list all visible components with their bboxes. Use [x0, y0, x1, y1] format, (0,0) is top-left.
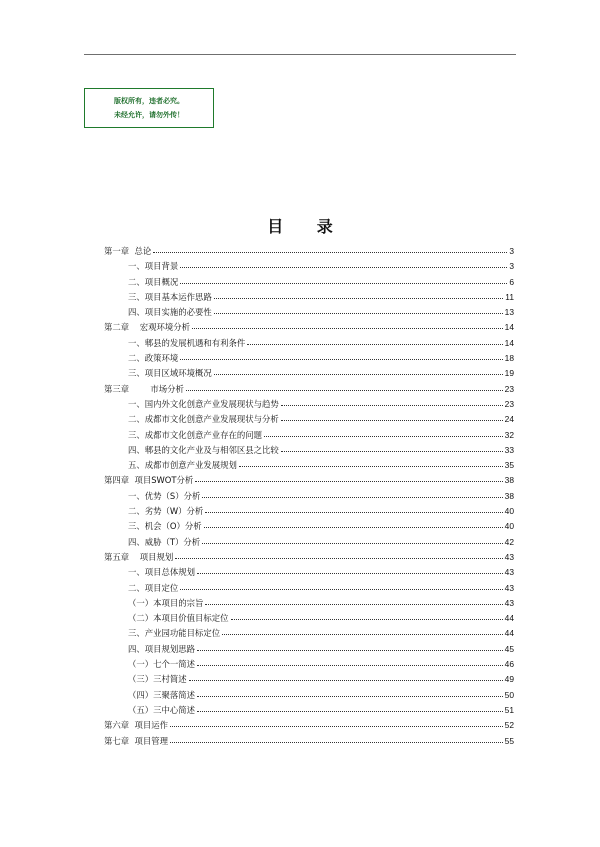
- toc-entry[interactable]: [104, 412, 514, 427]
- toc-entry-label: 二、成都市文化创意产业发展现状与分析: [128, 414, 279, 425]
- toc-entry-label: 一、优势（S）分析: [128, 490, 201, 501]
- toc-entry-label: 二、项目概况: [128, 276, 179, 287]
- toc-entry-label: 一、项目背景: [128, 261, 179, 272]
- toc-entry-label: 四、威胁（T）分析: [128, 536, 201, 547]
- toc-leader-dots: [281, 413, 503, 421]
- toc-leader-dots: [186, 383, 503, 391]
- toc-entry-page: 38: [504, 490, 514, 501]
- toc-entry[interactable]: [104, 259, 514, 274]
- toc-entry-label: 第七章 项目管理: [104, 735, 168, 746]
- toc-entry-page: 40: [504, 521, 514, 532]
- toc-leader-dots: [204, 520, 503, 528]
- toc-entry-page: 23: [504, 383, 514, 394]
- toc-leader-dots: [153, 245, 507, 253]
- toc-entry-page: 38: [504, 475, 514, 486]
- toc-entry-label: 四、郫县的文化产业及与相邻区县之比较: [128, 444, 279, 455]
- copyright-notice-box: [84, 88, 214, 128]
- toc-entry-page: 45: [504, 643, 514, 654]
- toc-leader-dots: [281, 444, 503, 452]
- toc-entry-page: 52: [504, 720, 514, 731]
- toc-entry[interactable]: [104, 550, 514, 565]
- toc-entry-label: 四、项目实施的必要性: [128, 307, 212, 318]
- toc-leader-dots: [247, 337, 502, 345]
- toc-leader-dots: [264, 429, 503, 437]
- table-of-contents: [104, 244, 514, 749]
- toc-leader-dots: [197, 566, 503, 574]
- toc-entry-page: 44: [504, 628, 514, 639]
- toc-leader-dots: [180, 582, 502, 590]
- toc-entry[interactable]: [104, 718, 514, 733]
- toc-entry-label: 三、项目基本运作思路: [128, 291, 212, 302]
- toc-entry-label: 四、项目规划思路: [128, 643, 195, 654]
- toc-leader-dots: [214, 367, 503, 375]
- toc-leader-dots: [202, 536, 503, 544]
- toc-entry-page: 18: [504, 353, 514, 364]
- toc-leader-dots: [180, 352, 502, 360]
- toc-entry-page: 55: [504, 735, 514, 746]
- toc-entry[interactable]: [104, 473, 514, 488]
- toc-entry-label: （五）三中心简述: [128, 704, 195, 715]
- toc-leader-dots: [189, 673, 503, 681]
- toc-entry[interactable]: [104, 565, 514, 580]
- toc-entry[interactable]: [104, 382, 514, 397]
- toc-leader-dots: [239, 459, 503, 467]
- toc-entry-page: 44: [504, 613, 514, 624]
- toc-leader-dots: [214, 291, 504, 299]
- toc-entry-page: 19: [504, 368, 514, 379]
- toc-entry[interactable]: [104, 703, 514, 718]
- toc-entry-label: 二、劣势（W）分析: [128, 506, 204, 517]
- toc-entry-label: 第六章 项目运作: [104, 720, 168, 731]
- toc-entry-label: 一、项目总体规划: [128, 567, 195, 578]
- toc-leader-dots: [231, 612, 503, 620]
- toc-entry-label: 三、产业园功能目标定位: [128, 628, 221, 639]
- toc-entry[interactable]: [104, 305, 514, 320]
- toc-leader-dots: [205, 505, 502, 513]
- toc-entry-page: 42: [504, 536, 514, 547]
- toc-entry-page: 46: [504, 659, 514, 670]
- toc-leader-dots: [281, 398, 503, 406]
- toc-entry-page: 6: [509, 276, 514, 287]
- toc-entry-label: 第一章 总论: [104, 246, 152, 256]
- toc-entry-label: 第五章 项目规划: [104, 551, 174, 562]
- toc-leader-dots: [192, 321, 503, 329]
- toc-entry-page: 43: [504, 551, 514, 562]
- toc-entry[interactable]: [104, 489, 514, 504]
- toc-leader-dots: [180, 276, 507, 284]
- toc-leader-dots: [222, 627, 503, 635]
- toc-leader-dots: [197, 689, 503, 697]
- toc-entry-label: 第二章 宏观环境分析: [104, 322, 191, 333]
- toc-entry[interactable]: [104, 504, 514, 519]
- toc-leader-dots: [197, 658, 503, 666]
- toc-entry-page: 33: [504, 444, 514, 455]
- toc-leader-dots: [197, 704, 503, 712]
- toc-entry[interactable]: [104, 581, 514, 596]
- toc-entry-label: 二、政策环境: [128, 353, 179, 364]
- toc-leader-dots: [202, 490, 502, 498]
- toc-entry-page: 43: [504, 582, 514, 593]
- copyright-line-1: 版权所有，违者必究。: [114, 96, 184, 105]
- toc-entry[interactable]: [104, 458, 514, 473]
- toc-entry[interactable]: [104, 734, 514, 749]
- toc-entry-page: 13: [504, 307, 514, 318]
- toc-entry-page: 3: [509, 261, 514, 272]
- toc-entry-page: 50: [504, 689, 514, 700]
- toc-entry-label: 五、成都市创意产业发展规划: [128, 460, 237, 471]
- toc-entry[interactable]: [104, 626, 514, 641]
- header-rule: [84, 54, 516, 55]
- toc-entry-page: 3: [509, 246, 514, 256]
- toc-entry-label: 三、成都市文化创意产业存在的问题: [128, 429, 262, 440]
- toc-entry-label: （一）七个一简述: [128, 659, 195, 670]
- toc-entry[interactable]: [104, 535, 514, 550]
- toc-entry-label: （一）本项目的宗旨: [128, 597, 204, 608]
- toc-leader-dots: [180, 260, 507, 268]
- toc-entry[interactable]: [104, 443, 514, 458]
- toc-entry[interactable]: [104, 428, 514, 443]
- toc-entry-page: 49: [504, 674, 514, 685]
- toc-entry[interactable]: [104, 244, 514, 259]
- toc-entry[interactable]: [104, 275, 514, 290]
- toc-entry-page: 35: [504, 460, 514, 471]
- copyright-line-2: 未经允许，请勿外传！: [114, 110, 184, 119]
- toc-entry-label: （二）本项目价值目标定位: [128, 613, 229, 624]
- toc-entry-page: 43: [504, 597, 514, 608]
- toc-entry[interactable]: [104, 611, 514, 626]
- toc-entry[interactable]: [104, 397, 514, 412]
- toc-leader-dots: [195, 474, 502, 482]
- toc-entry-page: 32: [504, 429, 514, 440]
- toc-entry-label: 第三章 市场分析: [104, 383, 184, 394]
- toc-title: 目 录: [267, 217, 347, 236]
- toc-entry-label: 二、项目定位: [128, 582, 179, 593]
- toc-entry[interactable]: [104, 642, 514, 657]
- toc-leader-dots: [170, 735, 503, 743]
- toc-entry[interactable]: [104, 351, 514, 366]
- toc-entry-label: （四）三聚落简述: [128, 689, 195, 700]
- toc-entry-label: 三、项目区域环境概况: [128, 368, 212, 379]
- toc-entry-label: （三）三村简述: [128, 674, 187, 685]
- toc-entry[interactable]: [104, 688, 514, 703]
- toc-entry-page: 51: [504, 704, 514, 715]
- toc-leader-dots: [197, 643, 503, 651]
- toc-entry[interactable]: [104, 290, 514, 305]
- toc-entry[interactable]: [104, 519, 514, 534]
- toc-entry[interactable]: [104, 336, 514, 351]
- toc-entry-page: 14: [504, 322, 514, 333]
- toc-entry-page: 43: [504, 567, 514, 578]
- toc-entry-label: 三、机会（O）分析: [128, 521, 202, 532]
- toc-leader-dots: [175, 551, 502, 559]
- toc-leader-dots: [214, 306, 503, 314]
- toc-entry[interactable]: [104, 657, 514, 672]
- toc-entry[interactable]: [104, 596, 514, 611]
- toc-entry-label: 一、国内外文化创意产业发展现状与趋势: [128, 398, 279, 409]
- toc-leader-dots: [205, 597, 502, 605]
- toc-leader-dots: [170, 719, 503, 727]
- toc-entry-page: 24: [504, 414, 514, 425]
- toc-entry-label: 第四章 项目SWOT分析: [104, 475, 194, 486]
- toc-entry[interactable]: [104, 672, 514, 687]
- toc-entry-page: 40: [504, 506, 514, 517]
- toc-entry-label: 一、郫县的发展机遇和有利条件: [128, 337, 246, 348]
- toc-entry[interactable]: [104, 366, 514, 381]
- toc-entry-page: 11: [505, 291, 514, 302]
- toc-entry[interactable]: [104, 320, 514, 335]
- toc-entry-page: 14: [504, 337, 514, 348]
- toc-entry-page: 23: [504, 398, 514, 409]
